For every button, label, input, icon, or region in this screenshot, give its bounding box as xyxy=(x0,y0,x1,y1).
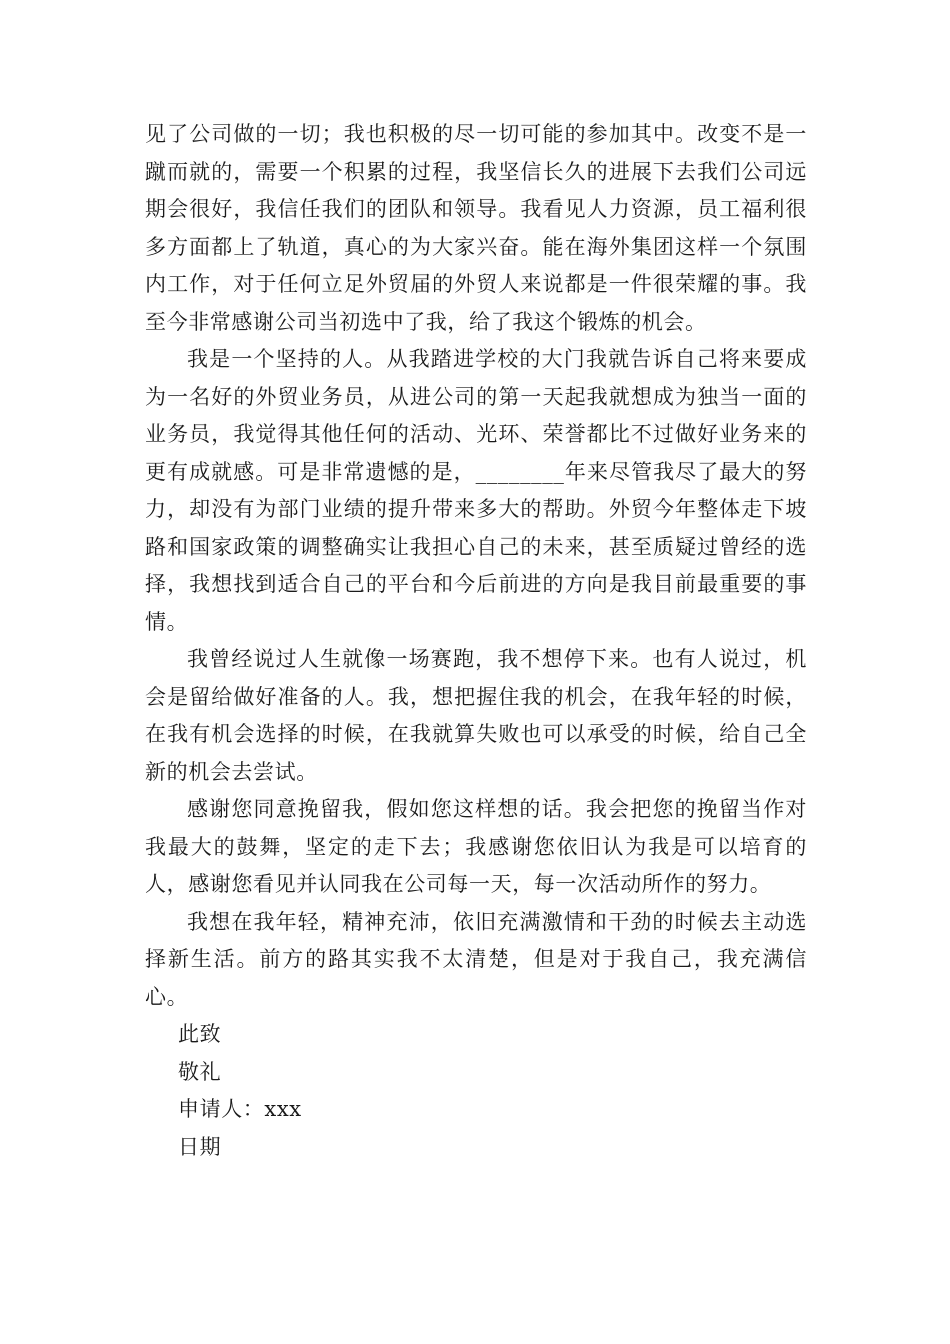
paragraph-3: 我曾经说过人生就像一场赛跑，我不想停下来。也有人说过，机会是留给做好准备的人。我，想把握住我的机会，在我年轻的时候，在我有机会选择的时候，在我就算失败也可以承受的时候，给自己全新的机会去尝试。 xyxy=(145,647,807,784)
closing-regards: 敬礼 xyxy=(178,1059,222,1084)
paragraph-4: 感谢您同意挽留我，假如您这样想的话。我会把您的挽留当作对我最大的鼓舞，坚定的走下去；我感谢您依旧认为我是可以培育的人，感谢您看见并认同我在公司每一天，每一次活动所作的努力。 xyxy=(145,797,807,896)
date-line: 日期 xyxy=(178,1134,222,1159)
paragraph-2: 我是一个坚持的人。从我踏进学校的大门我就告诉自己将来要成为一名好的外贸业务员，从进公司的第一天起我就想成为独当一面的业务员，我觉得其他任何的活动、光环、荣誉都比不过做好业务来的更有成就感。可是非常遗憾的是，________年来尽管我尽了最大的努力，却没有为部门业绩的提升带来多大的帮助。外贸今年整体走下坡路和国家政策的调整确实让我担心自己的未来，甚至质疑过曾经的选择，我想找到适合自己的平台和今后前进的方向是我目前最重要的事情。 xyxy=(145,347,807,634)
document-page xyxy=(145,116,807,1166)
paragraph-5: 我想在我年轻，精神充沛，依旧充满激情和干劲的时候去主动选择新生活。前方的路其实我不太清楚，但是对于我自己，我充满信心。 xyxy=(145,909,807,1009)
paragraph-1: 见了公司做的一切；我也积极的尽一切可能的参加其中。改变不是一蹴而就的，需要一个积累的过程，我坚信长久的进展下去我们公司远期会很好，我信任我们的团队和领导。我看见人力资源，员工福利很多方面都上了轨道，真心的为大家兴奋。能在海外集团这样一个氛围内工作，对于任何立足外贸届的外贸人来说都是一件很荣耀的事。我至今非常感谢公司当初选中了我，给了我这个锻炼的机会。 xyxy=(145,122,807,334)
applicant-line: 申请人：xxx xyxy=(178,1097,302,1121)
closing-salutation: 此致 xyxy=(178,1022,222,1046)
